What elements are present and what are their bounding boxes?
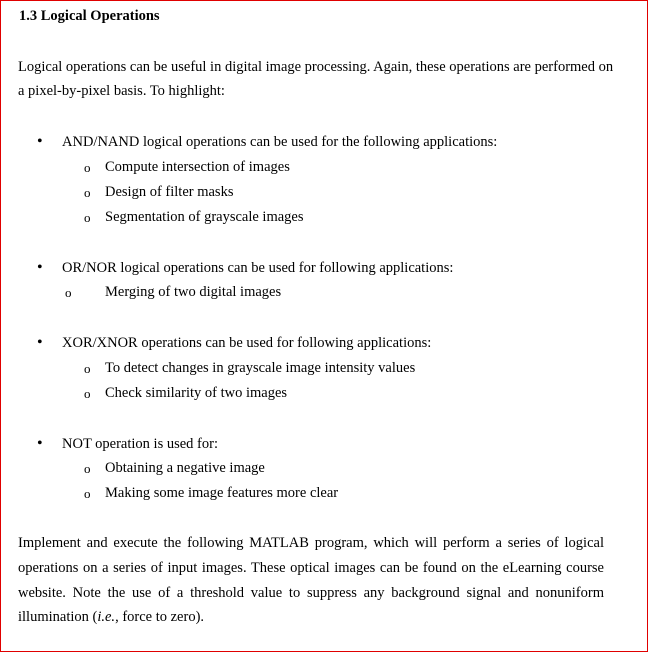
subitem-marker: o	[84, 461, 91, 476]
implement-line-3: website. Note the use of a threshold value to suppress any background signal and nonuniform	[18, 585, 604, 601]
bullet-and-nand: AND/NAND logical operations can be used for the following applications:	[62, 134, 498, 150]
bullet-marker: •	[37, 133, 43, 150]
implement-line-4-start: illumination (	[18, 609, 98, 625]
subitem-marker: o	[84, 160, 91, 175]
intro-line-2: a pixel-by-pixel basis. To highlight:	[18, 83, 225, 99]
bullet-marker: •	[37, 259, 43, 276]
subitem-marker: o	[65, 285, 72, 300]
subitem-filter-masks: Design of filter masks	[105, 184, 234, 200]
subitem-marker: o	[84, 486, 91, 501]
implement-line-2: operations on a series of input images. These optical images can be found on the eLearning course	[18, 560, 604, 576]
subitem-merging: Merging of two digital images	[105, 284, 282, 300]
subitem-marker: o	[84, 185, 91, 200]
section-title: 1.3 Logical Operations	[19, 8, 160, 24]
subitem-negative: Obtaining a negative image	[105, 460, 265, 476]
bullet-marker: •	[37, 435, 43, 452]
implement-line-4	[18, 610, 204, 625]
subitem-intersection: Compute intersection of images	[105, 159, 290, 175]
subitem-features-clear: Making some image features more clear	[105, 485, 339, 501]
subitem-marker: o	[84, 210, 91, 225]
subitem-segmentation: Segmentation of grayscale images	[105, 209, 304, 225]
bullet-marker: •	[37, 334, 43, 351]
subitem-marker: o	[84, 386, 91, 401]
subitem-marker: o	[84, 361, 91, 376]
bullet-xor-xnor: XOR/XNOR operations can be used for following applications:	[62, 335, 432, 351]
subitem-detect-changes: To detect changes in grayscale image intensity values	[105, 360, 416, 376]
bullet-or-nor: OR/NOR logical operations can be used for following applications:	[62, 260, 454, 276]
implement-line-4-italic: i.e.	[97, 609, 116, 625]
intro-line-1: Logical operations can be useful in digital image processing. Again, these operations are performed on	[18, 59, 614, 75]
bullet-not: NOT operation is used for:	[62, 436, 218, 452]
implement-line-4-end: , force to zero).	[115, 609, 205, 625]
subitem-similarity: Check similarity of two images	[105, 385, 288, 401]
implement-line-1: Implement and execute the following MATLAB program, which will perform a series of logical	[18, 535, 604, 551]
